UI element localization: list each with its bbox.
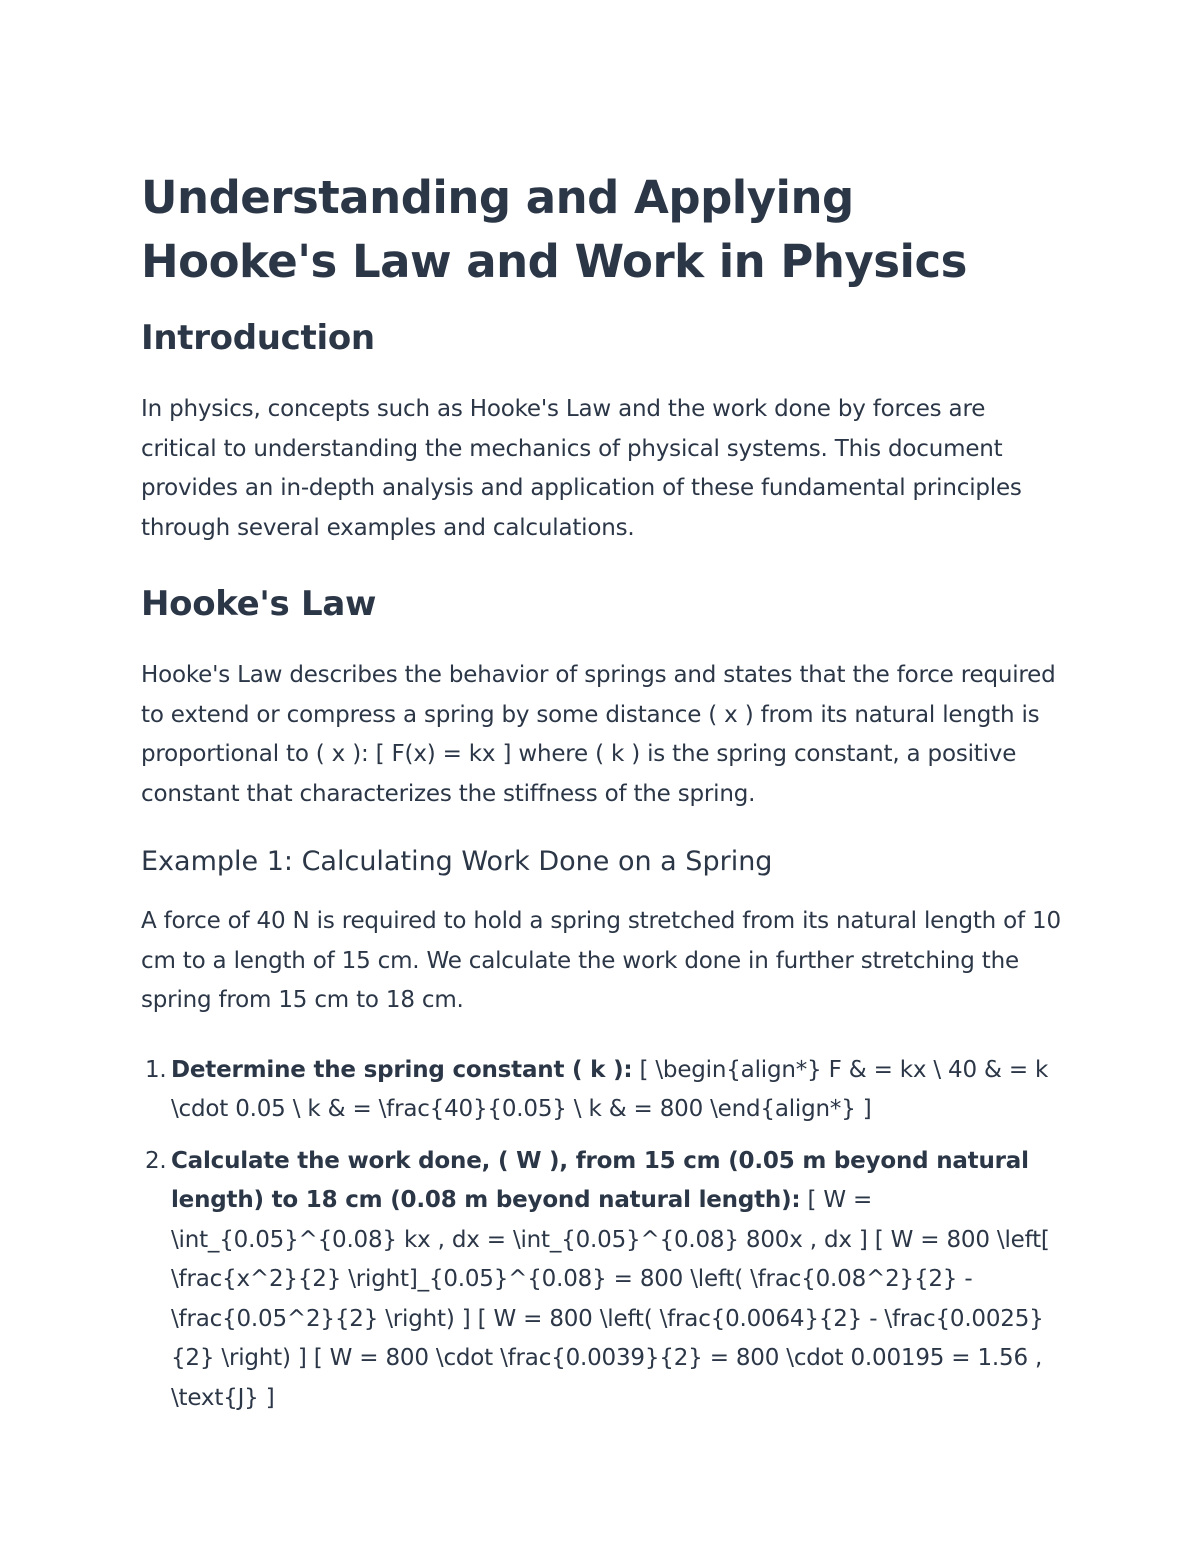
hookes-law-paragraph: Hooke's Law describes the behavior of springs and states that the force required to extend or compress a spring by some distance ( x ) from its natural length is proportional to ( x ): [ F(x) = kx ] where ( k ) is the spring constant, a positive constant that characterizes the stiffness of the spring.: [141, 662, 1056, 807]
example1-steps-list: [141, 1051, 1061, 1419]
step-body: [ W = \int_{0.05}^{0.08} kx , dx = \int_{0.05}^{0.08} 800x , dx ] [ W = 800 \left[ \frac{x^2}{2} \right]_{0.05}^{0.08} = 800 \left( \frac{0.08^2}{2} - \frac{0.05^2}{2} \right) ] [ W = 800 \left( \frac{0.0064}{2} - \frac{0.0025}{2} \right) ] [ W = 800 \cdot \frac{0.0039}{2} = 800 \cdot 0.00195 = 1.56 , \text{J} ]: [171, 1187, 1050, 1411]
example1-heading: Example 1: Calculating Work Done on a Spring: [141, 846, 773, 877]
step-item-1: [141, 1051, 1061, 1130]
example1-paragraph: A force of 40 N is required to hold a spring stretched from its natural length of 10 cm to a length of 15 cm. We calculate the work done in further stretching the spring from 15 cm to 18 cm.: [141, 908, 1061, 1013]
step-item-2: [141, 1142, 1061, 1419]
step-number: 2.: [145, 1147, 167, 1174]
document-page: [141, 166, 1061, 1418]
document-title: Understanding and Applying Hooke's Law and Work in Physics: [141, 171, 967, 288]
step-lead: Determine the spring constant ( k ):: [171, 1056, 633, 1083]
introduction-paragraph: In physics, concepts such as Hooke's Law and the work done by forces are critical to understanding the mechanics of physical systems. This document provides an in-depth analysis and application of these fundamental principles through several examples and calculations.: [141, 396, 1022, 541]
step-lead: Calculate the work done, ( W ), from 15 cm (0.05 m beyond natural length) to 18 cm (0.08 m beyond natural length):: [171, 1147, 1029, 1213]
hookes-law-heading: Hooke's Law: [141, 584, 377, 624]
step-number: 1.: [145, 1056, 167, 1083]
step-body: [ \begin{align*} F & = kx \ 40 & = k \cdot 0.05 \ k & = \frac{40}{0.05} \ k & = 800 \end{align*} ]: [171, 1056, 1049, 1122]
introduction-heading: Introduction: [141, 318, 375, 358]
